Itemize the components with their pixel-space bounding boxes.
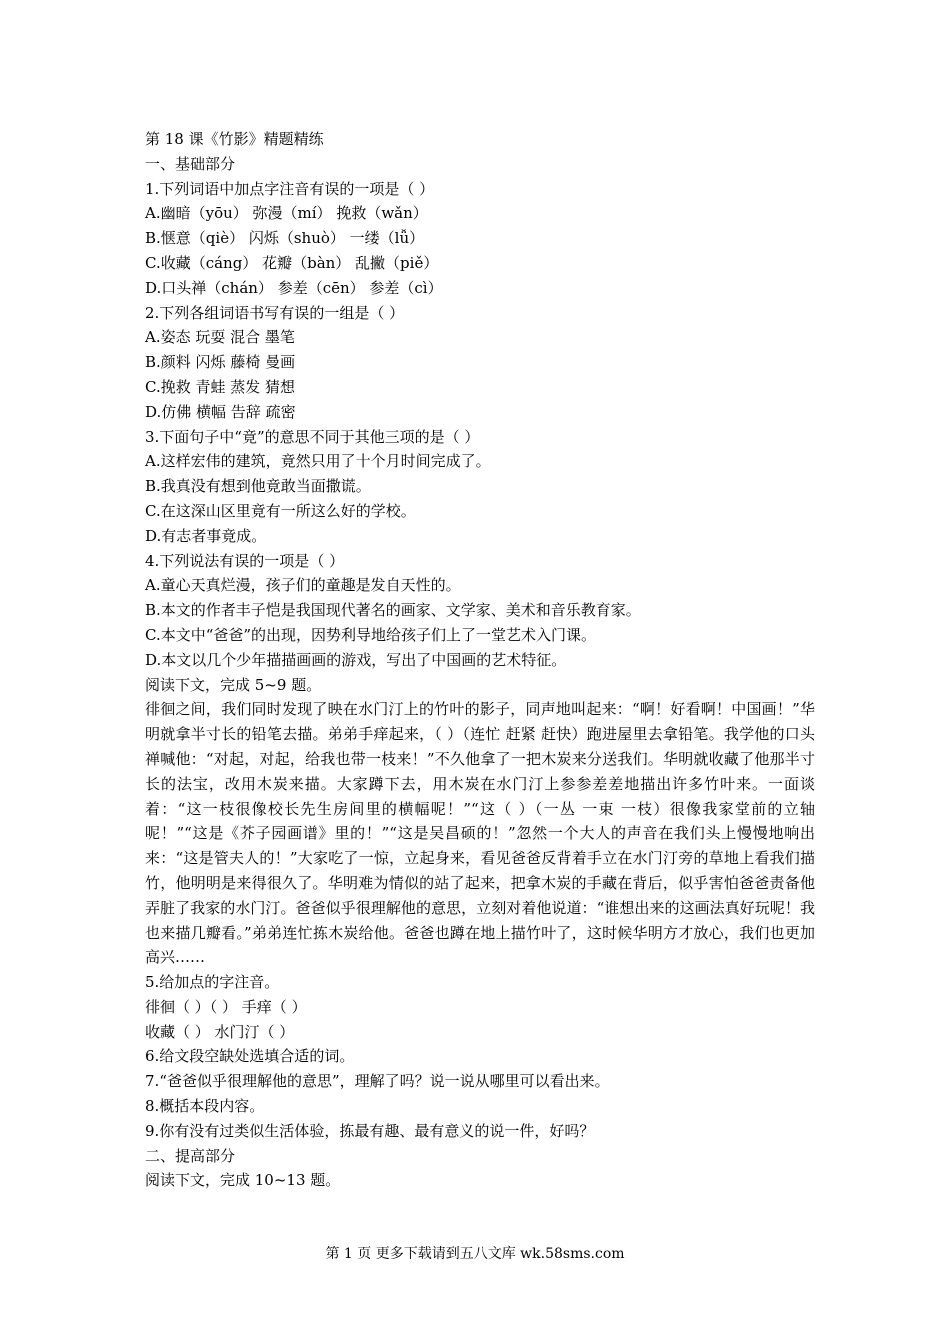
question-stem: 2.下列各组词语书写有误的一组是（ ） [145,303,405,322]
question-1 [145,177,815,301]
reading-passage: 徘徊之间，我们同时发现了映在水门汀上的竹叶的影子，同声地叫起来：“啊！好看啊！中国画！”华明就拿半寸长的铅笔去描。弟弟手痒起来，（ ）（连忙 赶紧 赶快）跑进屋里去拿铅笔。我学他的口头禅喊他：“对起，对起，给我也带一枝来！”不久他拿了一把木炭来分送我们。华明就收藏了他那半寸长的法宝，改用木炭来描。大家蹲下去，用木炭在水门汀上参参差差地描出许多竹叶来。一面谈着：“这一枝很像校长先生房间里的横幅呢！”“这（ ）（一丛 一束 一枝）很像我家堂前的立轴呢！”“这是《芥子园画谱》里的！”“这是吴昌硕的！”忽然一个大人的声音在我们头上慢慢地响出来：“这是管夫人的！”大家吃了一惊，立起身来，看见爸爸反背着手立在水门汀旁的草地上看我们描竹，他明明是来得很久了。华明难为情似的站了起来，把拿木炭的手藏在背后，似乎害怕爸爸责备他弄脏了我家的水门汀。爸爸似乎很理解他的意思，立刻对着他说道：“谁想出来的这画法真好玩呢！我也来描几瓣看。”弟弟连忙拣木炭给他。爸爸也蹲在地上描竹叶了，这时候华明方才放心，我们也更加高兴…… [145,700,815,967]
question-4 [145,549,815,673]
option-b: B.本文的作者丰子恺是我国现代著名的画家、文学家、美术和音乐教育家。 [145,601,641,620]
option-d: D.仿佛 横幅 告辞 疏密 [145,402,296,421]
option-b: B.我真没有想到他竟敢当面撒谎。 [145,477,371,496]
question-stem: 4.下列说法有误的一项是（ ） [145,551,345,570]
question-2 [145,301,815,425]
option-d: D.本文以几个少年描描画画的游戏，写出了中国画的艺术特征。 [145,650,567,669]
option-b: B.惬意（qiè） 闪烁（shuò） 一缕（lǚ） [145,229,425,248]
question-5 [145,970,815,1044]
option-c: C.在这深山区里竟有一所这么好的学校。 [145,501,416,520]
reading-intro-10-13: 阅读下文，完成 10~13 题。 [145,1171,341,1190]
option-a: A.姿态 玩耍 混合 墨笔 [145,328,295,347]
section-heading-basic: 一、基础部分 [145,154,236,173]
document-body [145,127,815,1193]
option-c: C.挽救 青蛙 蒸发 猜想 [145,377,296,396]
question-3 [145,425,815,549]
pinyin-blanks-line-2: 收藏（ ） 水门汀（ ） [145,1022,295,1041]
question-7: 7.“爸爸似乎很理解他的意思”，理解了吗？说一说从哪里可以看出来。 [145,1072,610,1091]
option-a: A.幽暗（yōu） 弥漫（mí） 挽救（wǎn） [145,204,428,223]
question-stem: 1.下列词语中加点字注音有误的一项是（ ） [145,179,435,198]
page-title: 第 18 课《竹影》精题精练 [145,130,324,148]
option-c: C.收藏（cáng） 花瓣（bàn） 乱撇（piě） [145,253,439,272]
option-d: D.口头禅（chán） 参差（cēn） 参差（cì） [145,278,443,297]
option-b: B.颜料 闪烁 藤椅 曼画 [145,353,296,372]
reading-intro-5-9: 阅读下文，完成 5~9 题。 [145,675,322,694]
question-stem: 3.下面句子中“竟”的意思不同于其他三项的是（ ） [145,427,480,446]
section-heading-advanced: 二、提高部分 [145,1146,236,1165]
option-a: A.童心天真烂漫，孩子们的童趣是发自天性的。 [145,576,461,595]
option-c: C.本文中“爸爸”的出现，因势利导地给孩子们上了一堂艺术入门课。 [145,625,597,644]
pinyin-blanks-line-1: 徘徊（ ）（ ） 手痒（ ） [145,997,307,1016]
question-9: 9.你有没有过类似生活体验，拣最有趣、最有意义的说一件，好吗？ [145,1121,595,1140]
page-footer: 第 1 页 更多下载请到五八文库 wk.58sms.com [325,1246,625,1262]
option-d: D.有志者事竟成。 [145,526,267,545]
question-stem: 5.给加点的字注音。 [145,973,280,992]
question-6: 6.给文段空缺处选填合适的词。 [145,1047,355,1066]
question-8: 8.概括本段内容。 [145,1097,265,1116]
option-a: A.这样宏伟的建筑，竟然只用了十个月时间完成了。 [145,452,491,471]
